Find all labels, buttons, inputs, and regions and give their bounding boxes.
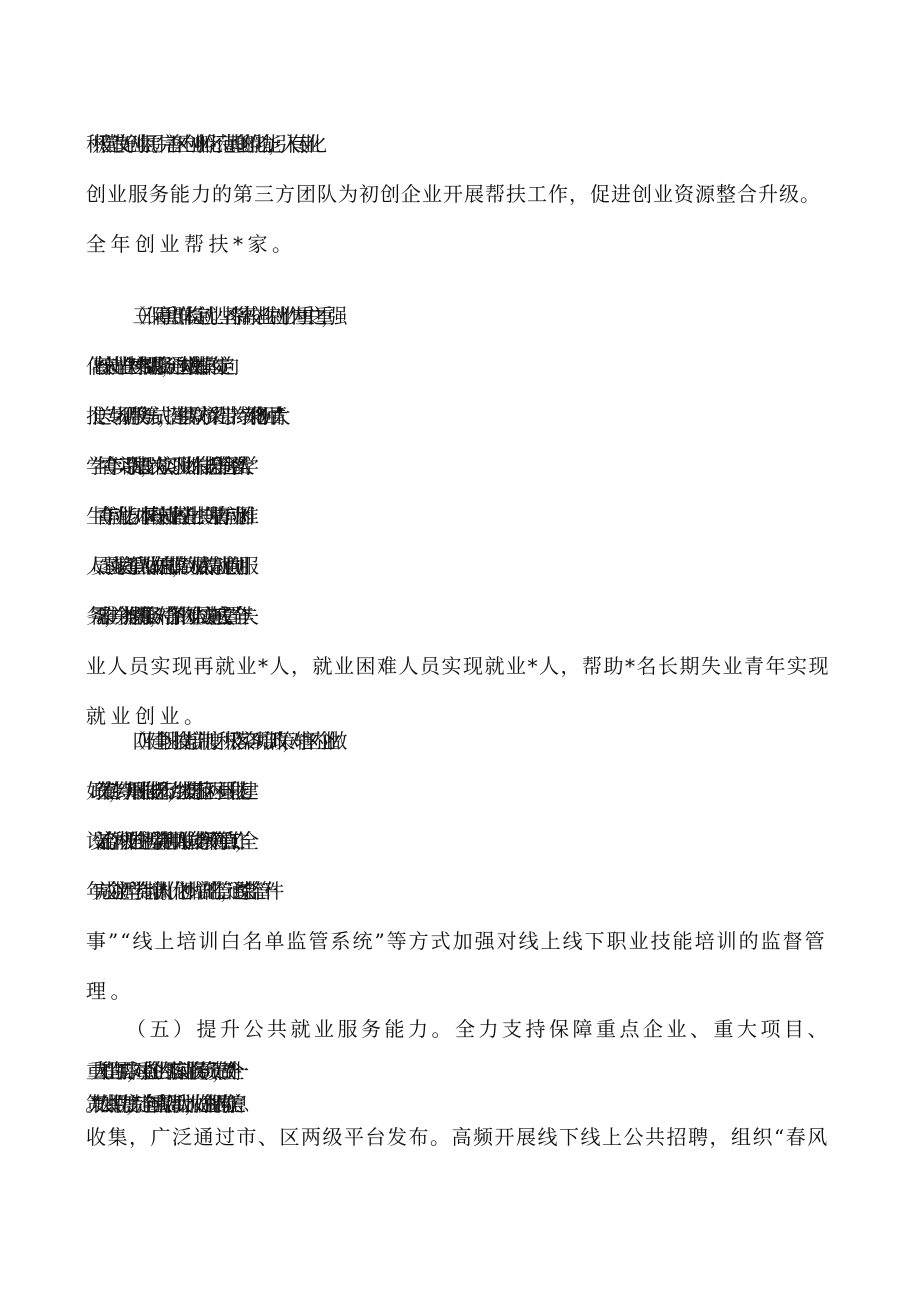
paragraph-skills-training — [86, 716, 827, 1016]
text-line: 设交流合作。积极推进企业新型学徒制和用人单位技能等级评价等重点工作，全 — [86, 829, 244, 853]
text-line: （四）健全职业技能培训制度。积极落实各项培训政策，对辖区内企业做 — [126, 729, 334, 753]
paragraph-entrepreneurship — [86, 119, 821, 269]
text-line: 收集，广泛通过市、区两级平台发布。高频开展线下线上公共招聘，组织“春风 — [86, 1125, 829, 1149]
text-line: 好政策宣传，持续开展职业技能提升行动，继续推进示范区两区一县职业能力建 — [86, 779, 244, 803]
text-line: 化离校未就业毕业生“一对一”实名制跟踪服务，通过岗位收集排摸、岗位定向 — [86, 354, 224, 378]
text-line: 事”“线上培训白名单监管系统”等方式加强对线上线下职业技能培训的监督管 — [86, 929, 827, 953]
text-line: 就业创业。 — [86, 704, 209, 728]
paragraph-public-service — [86, 1055, 829, 1154]
text-line: 年完成企业新型学徒制培训*人。优化补贴培训的监管，通过“综合监管一件 — [86, 879, 271, 903]
text-line: 全年创业帮扶*家。 — [86, 232, 297, 256]
text-line: 生（青年）就业能力。对本区离校未就业高校毕业生、长期失业青年、就业困难 — [86, 504, 244, 528]
text-line: 创业服务能力的第三方团队为初创企业开展帮扶工作，促进创业资源整合升级。 — [86, 182, 821, 206]
text-line: （三）保障重点群体稳定就业。坚持将高校毕业生就业作为重中之重，强 — [126, 304, 334, 328]
text-line: （五）提升公共就业服务能力。全力支持保障重点企业、重大项目、 — [126, 1017, 831, 1041]
text-line: 理。 — [86, 979, 135, 1003]
text-line: 学生（青年）实习品牌建设，以岗位实习、职业训练、技能提升等途径增强大学 — [86, 454, 244, 478]
paragraph-public-service-heading — [86, 1004, 831, 1054]
text-line: 积极营造良好创业氛围。完善区内创业孵化示范基地的孵化功能，引入有专业化 — [86, 132, 314, 156]
text-line: 重大工程的用工需求，对重点企业的用工落实就业服务专员负责，做到“一企一 — [86, 1059, 234, 1083]
text-line: 业人员实现再就业*人，就业困难人员实现就业*人，帮助*名长期失业青年实现 — [86, 654, 830, 678]
text-line: 人员、零就业家庭等重点人群做好信息排摸，做到人员底数清、就业意向明、服 — [86, 554, 244, 578]
text-line: 务需求准，并分类提供精准服务，对符合条件的困难人员实施托底安置。全年失 — [86, 604, 244, 628]
paragraph-key-groups-employment — [86, 291, 830, 741]
text-line: 策”。加大公共招聘力度，制定全年重点招聘活动计划，做好企业招聘岗位信息 — [86, 1092, 234, 1116]
text-line: 推送、专场招聘服务等方式，搭建供需双方桥梁纽带。持续深化“扬帆回青”大 — [86, 404, 277, 428]
